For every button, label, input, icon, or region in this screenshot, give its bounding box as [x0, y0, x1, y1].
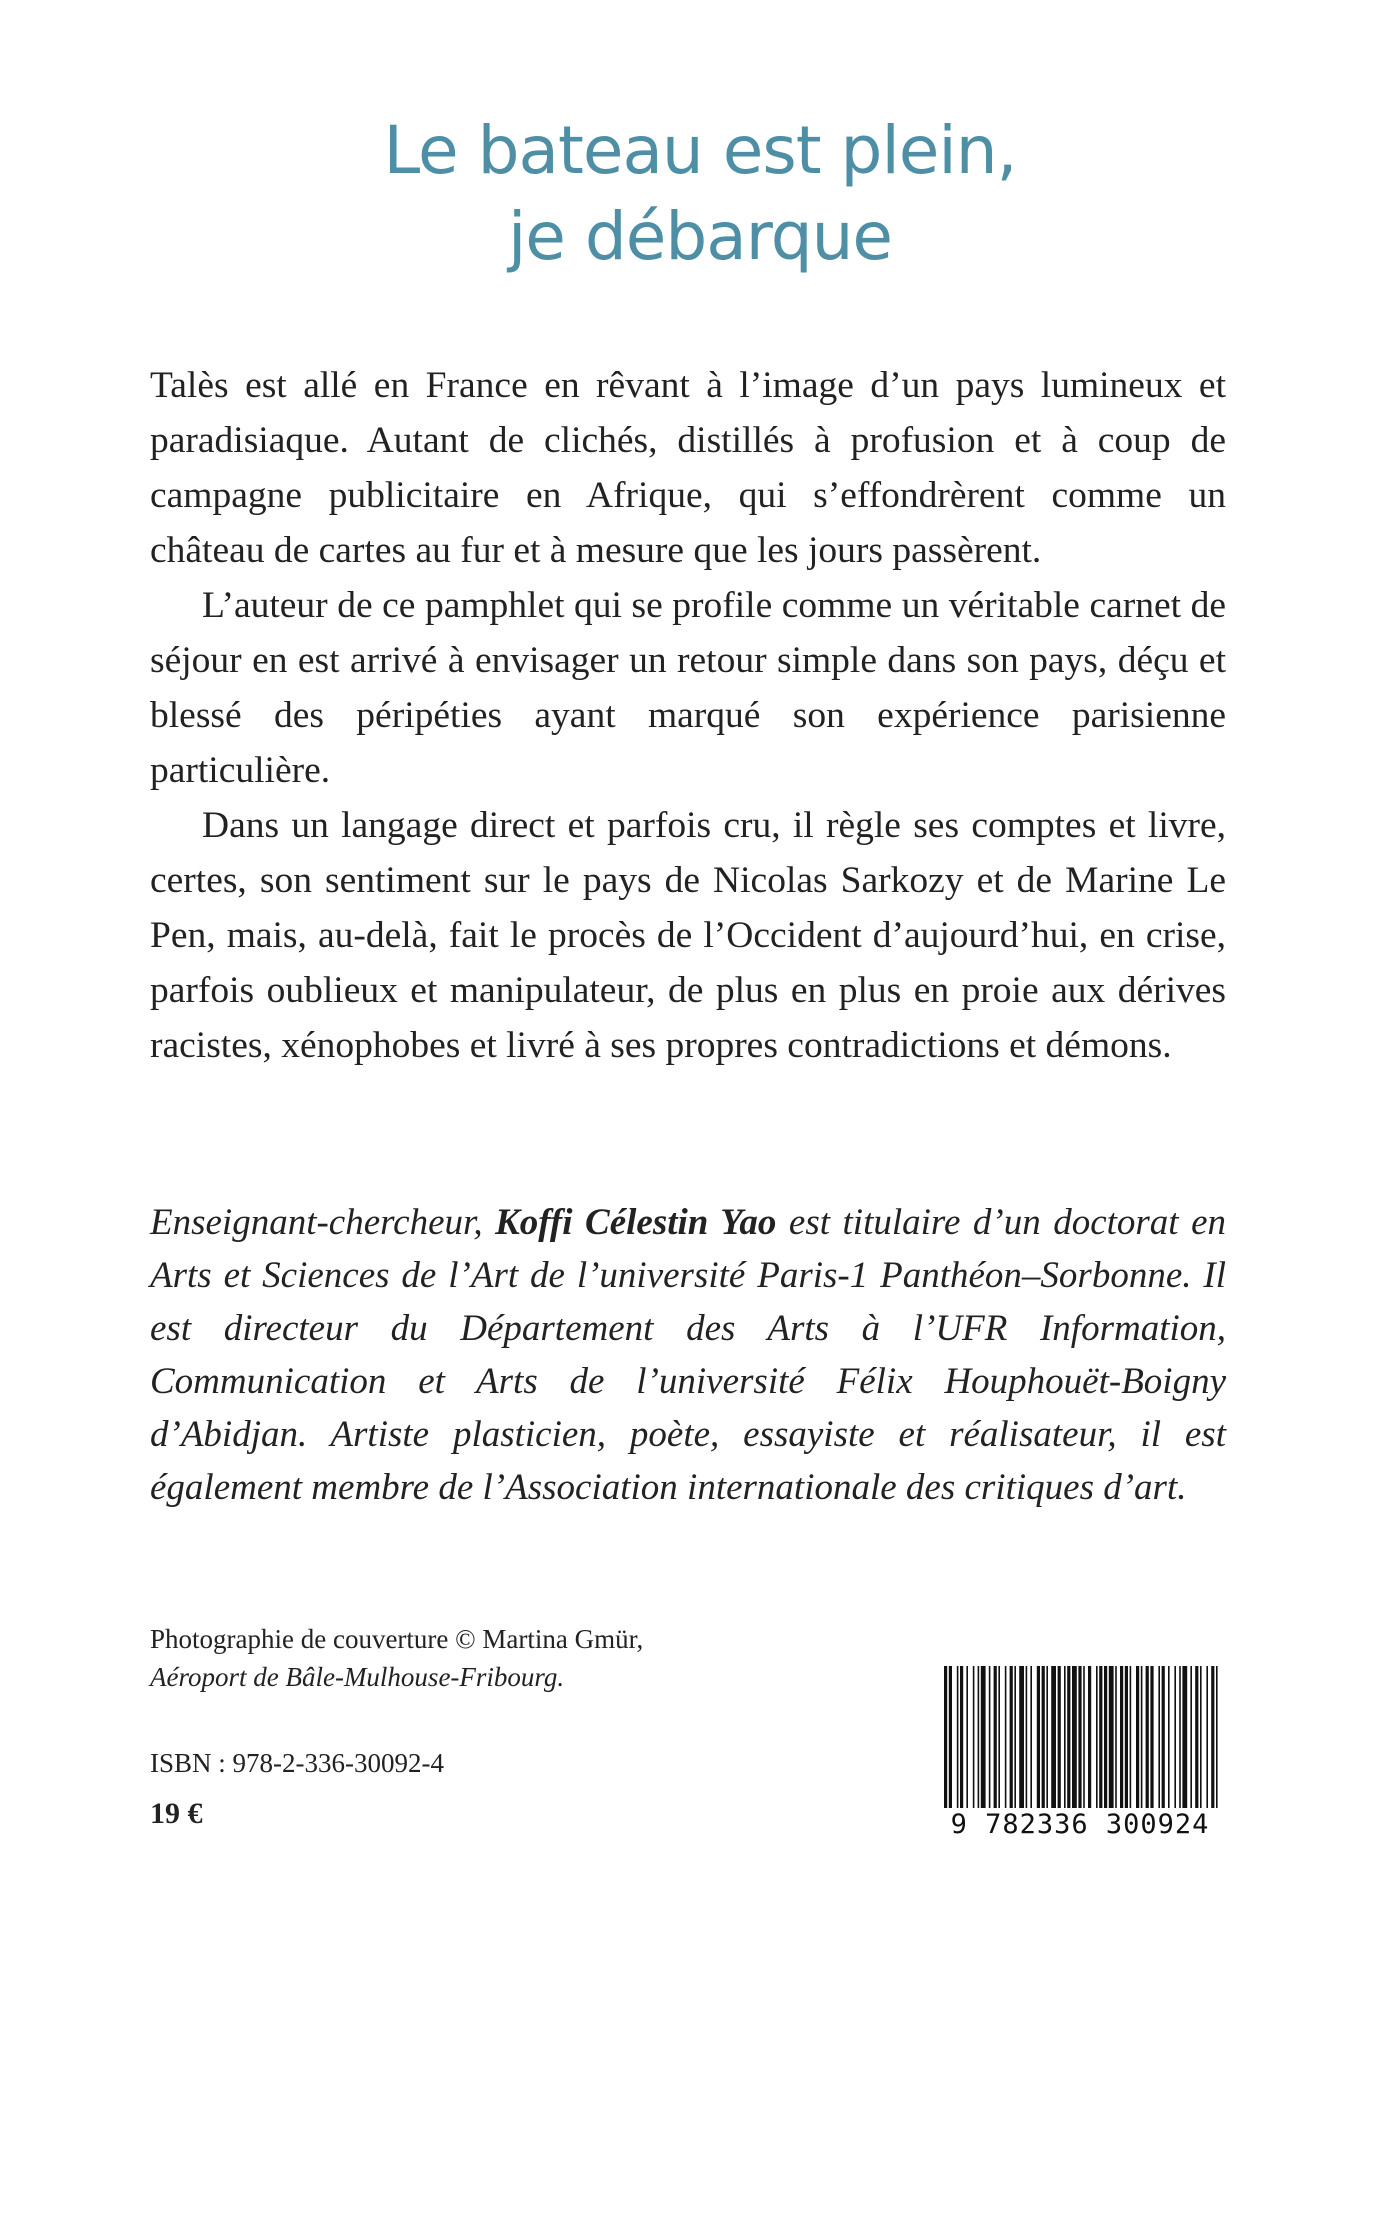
barcode-bar [1158, 1666, 1160, 1816]
barcode-bar [1190, 1666, 1192, 1816]
barcode-bar [1136, 1666, 1139, 1816]
book-title-line-1: Le bateau est plein, [383, 112, 1017, 189]
barcode-bar [1064, 1666, 1066, 1816]
barcode-bar [1072, 1666, 1077, 1816]
barcode-bar [1046, 1666, 1048, 1816]
author-bio-intro: Enseignant-chercheur, [150, 1202, 496, 1243]
barcode-bar [1037, 1666, 1040, 1816]
price: 19 € [150, 1797, 203, 1830]
barcode-bar [994, 1666, 997, 1816]
barcode-bar [1195, 1666, 1198, 1816]
barcode-bar [1120, 1666, 1123, 1816]
barcode-bar [1088, 1666, 1091, 1816]
barcode-bar [944, 1666, 947, 1816]
barcode-bar [957, 1666, 959, 1816]
blurb-paragraph-2: L’auteur de ce pamphlet qui se profile comme un véritable carnet de séjour en est arrivé à envisager un retour simple dans son pays, déçu et blessé des péripéties ayant marqué son expérience parisienne particulière. [150, 585, 1226, 791]
barcode-bar [981, 1666, 986, 1816]
photo-credit-line: Photographie de couverture © Martina Gmür, [150, 1624, 644, 1654]
barcode-bar [1141, 1666, 1143, 1816]
barcode-bar [1026, 1666, 1028, 1816]
barcode-bar [1104, 1666, 1107, 1816]
photo-credit-place: Aéroport de Bâle-Mulhouse-Fribourg. [150, 1662, 565, 1692]
barcode-bar [1146, 1666, 1149, 1816]
barcode-bar [1099, 1666, 1102, 1816]
barcode-bar [1150, 1666, 1153, 1816]
barcode-bar [1058, 1666, 1061, 1816]
barcode-bar [1130, 1666, 1132, 1816]
barcode-bar [1182, 1666, 1187, 1816]
book-title [0, 108, 1400, 280]
barcode-bar [978, 1666, 980, 1816]
barcode-bar [1051, 1666, 1056, 1816]
barcode-bar [989, 1666, 991, 1816]
barcode-bar [1030, 1666, 1032, 1816]
photo-credit [150, 1620, 643, 1696]
barcode-bar [1211, 1666, 1214, 1816]
barcode-bar [1083, 1666, 1085, 1816]
barcode-bar [1168, 1666, 1170, 1816]
barcode-bar [1216, 1666, 1218, 1816]
barcode-bar [998, 1666, 1000, 1816]
barcode-bar [1174, 1666, 1176, 1816]
barcode-bar [1010, 1666, 1013, 1816]
book-title-line-2: je débarque [507, 198, 893, 275]
barcode-bar [1206, 1666, 1208, 1816]
barcode-bar [1067, 1666, 1070, 1816]
barcode-bar [1042, 1666, 1045, 1816]
barcode-bar [1019, 1666, 1024, 1816]
barcode-bar [1014, 1666, 1016, 1816]
isbn: ISBN : 978-2-336-30092-4 [150, 1748, 444, 1778]
author-bio-text: est titulaire d’un doctorat en Arts et Sciences de l’Art de l’université Paris-1 Panthéon–Sorbonne. Il est directeur du Département des Arts à l’UFR Information, Communication et Arts de l’université Félix Houphouët-Boigny d’Abidjan. Artiste plasticien, poète, essayiste et réalisateur, il est également membre de l’Association internationale des critiques d’art. [150, 1202, 1226, 1508]
barcode-bar [1162, 1666, 1165, 1816]
blurb-paragraph-3: Dans un langage direct et parfois cru, il règle ses comptes et livre, certes, son sentiment sur le pays de Nicolas Sarkozy et de Marine Le Pen, mais, au-delà, fait le procès de l’Occident d’aujourd’hui, en crise, parfois oublieux et manipulateur, de plus en plus en proie aux dérives racistes, xénophobes et livré à ses propres contradictions et démons. [150, 805, 1226, 1066]
barcode-bar [1096, 1666, 1098, 1816]
barcode-bar [960, 1666, 963, 1816]
barcode-digits: 9 782336 300924 [940, 1808, 1220, 1842]
blurb [150, 358, 1226, 1073]
barcode-bar [1125, 1666, 1128, 1816]
barcode-bar [1005, 1666, 1007, 1816]
barcode-bar [1115, 1666, 1117, 1816]
barcode-bar [973, 1666, 975, 1816]
barcode-bar [949, 1666, 952, 1816]
barcode-bar [1109, 1666, 1114, 1816]
barcode-bar [1179, 1666, 1181, 1816]
blurb-paragraph-1: Talès est allé en France en rêvant à l’image d’un pays lumineux et paradisiaque. Autant de clichés, distillés à profusion et à coup de campagne publicitaire en Afrique, qui s’effondrèrent comme un château de cartes au fur et à mesure que les jours passèrent. [150, 365, 1226, 571]
barcode-bar [1078, 1666, 1081, 1816]
author-name: Koffi Célestin Yao [495, 1202, 777, 1243]
author-bio [150, 1196, 1226, 1514]
barcode-bar [966, 1666, 968, 1816]
barcode-bar [1200, 1666, 1202, 1816]
